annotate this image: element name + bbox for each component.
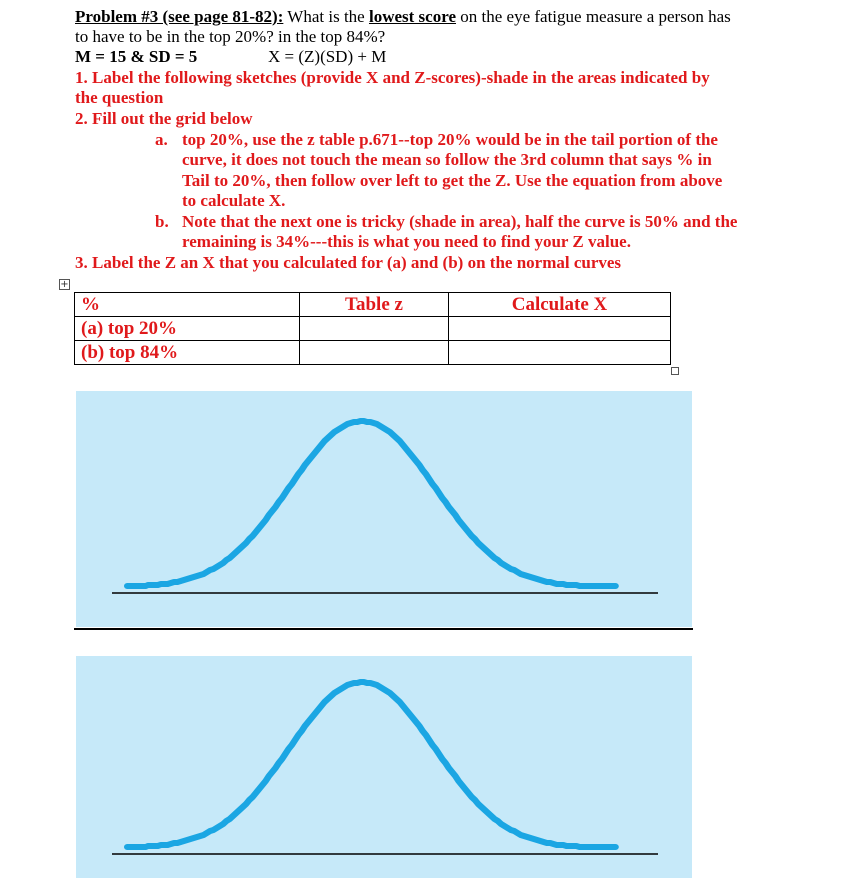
- step-1-line-2: the question: [75, 88, 164, 107]
- step-a-line-2: curve, it does not touch the mean so follow the 3rd column that says % in: [182, 150, 712, 169]
- step-b-line-1: Note that the next one is tricky (shade in area), half the curve is 50% and the: [182, 212, 738, 231]
- step-a-line-3: Tail to 20%, then follow over left to get the Z. Use the equation from above: [182, 171, 723, 190]
- normal-curve-panel-b: [76, 656, 692, 878]
- row-b-x-cell[interactable]: [449, 341, 671, 365]
- row-b-z-cell[interactable]: [300, 341, 449, 365]
- problem-text-b: on the eye fatigue measure a person has: [456, 7, 731, 26]
- row-a-label: (a) top 20%: [75, 317, 300, 341]
- grid-row-a: [75, 317, 671, 341]
- divider-line: [74, 628, 693, 630]
- answer-grid: [74, 292, 671, 365]
- table-move-handle-icon[interactable]: +: [60, 279, 69, 290]
- grid-header-row: [75, 293, 671, 317]
- normal-curve-image-a: [76, 391, 692, 627]
- step-2: 2. Fill out the grid below: [75, 109, 253, 128]
- step-a-line-1: top 20%, use the z table p.671--top 20% would be in the tail portion of the: [182, 130, 718, 149]
- step-a-marker: a.: [155, 130, 168, 149]
- problem-line-2: to have to be in the top 20%? in the top 84%?: [75, 27, 386, 46]
- row-a-x-cell[interactable]: [449, 317, 671, 341]
- step-1-line-1: 1. Label the following sketches (provide X and Z-scores)-shade in the areas indicated by: [75, 68, 710, 87]
- problem-line-1: [75, 7, 731, 27]
- row-a-z-cell[interactable]: [300, 317, 449, 341]
- bell-curve-a: [127, 421, 615, 586]
- step-3: 3. Label the Z an X that you calculated for (a) and (b) on the normal curves: [75, 253, 622, 272]
- problem-emphasis: lowest score: [368, 7, 457, 26]
- normal-curve-image-b: [76, 656, 692, 878]
- grid-row-b: [75, 341, 671, 365]
- normal-curve-panel-a: [76, 391, 692, 627]
- header-percent: %: [75, 293, 300, 317]
- problem-heading: Problem #3 (see page 81-82):: [75, 7, 284, 26]
- given-values: M = 15 & SD = 5: [75, 47, 198, 66]
- row-b-label: (b) top 84%: [75, 341, 300, 365]
- step-b-marker: b.: [155, 212, 169, 231]
- step-b-line-2: remaining is 34%---this is what you need to find your Z value.: [182, 232, 631, 251]
- bell-curve-b: [127, 682, 615, 847]
- problem-text-a: What is the: [283, 7, 369, 26]
- formula: X = (Z)(SD) + M: [268, 47, 387, 66]
- table-resize-handle[interactable]: [671, 367, 679, 375]
- header-calculate-x: Calculate X: [449, 293, 671, 317]
- step-a-line-4: to calculate X.: [182, 191, 286, 210]
- header-table-z: Table z: [300, 293, 449, 317]
